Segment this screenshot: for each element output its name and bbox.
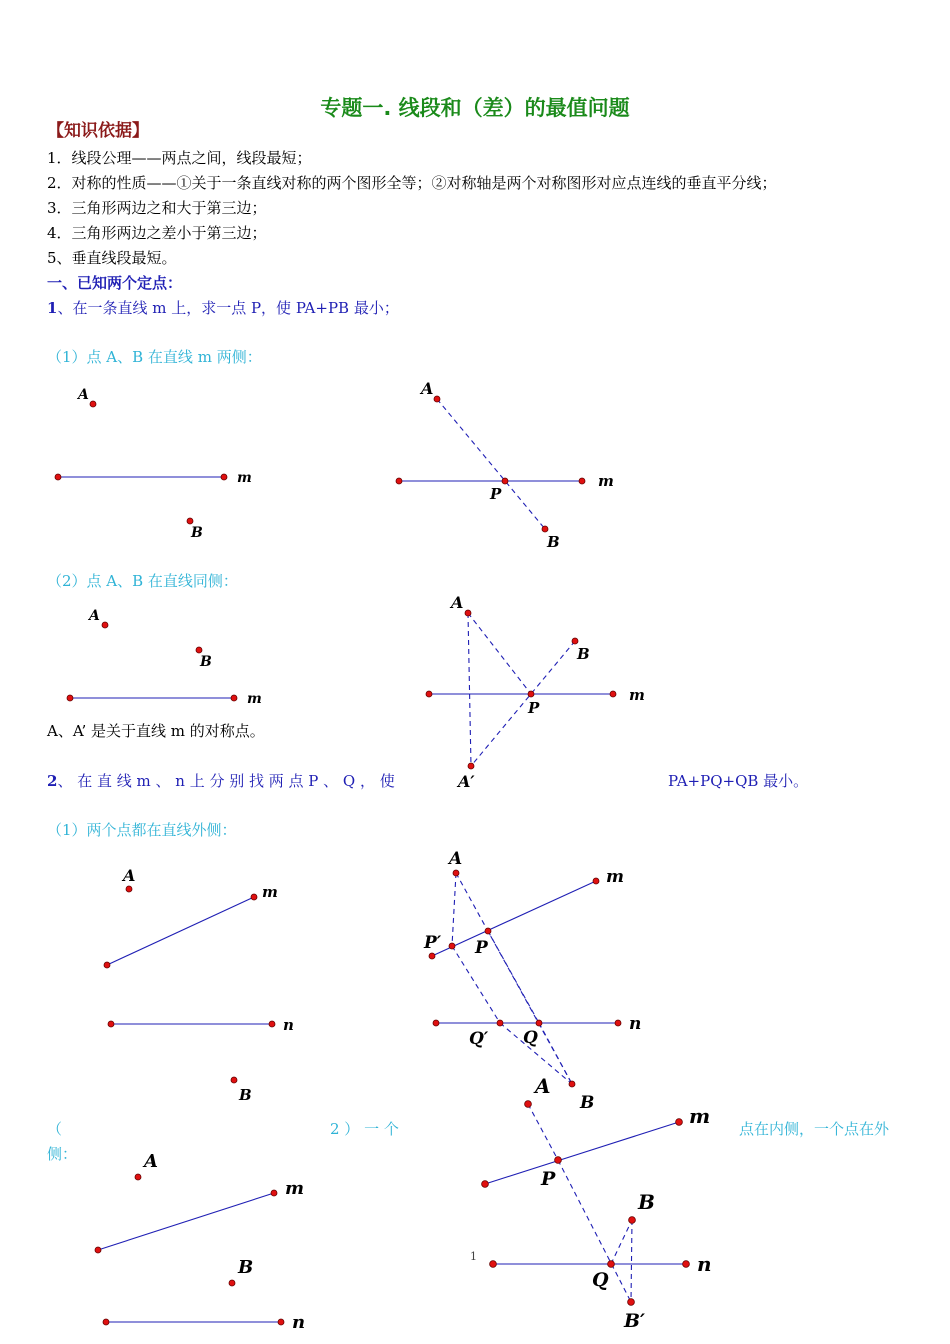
- item-text: 垂直线段最短。: [71, 249, 177, 267]
- label-a-prime: A′: [458, 772, 475, 791]
- section-heading: 一、已知两个定点：: [47, 274, 183, 292]
- label-a: A: [421, 379, 434, 398]
- line-m: [485, 1122, 679, 1184]
- label-a: A: [535, 1074, 551, 1098]
- case-heading: （1）两个点都在直线外侧：: [47, 821, 237, 839]
- item-number: 3．: [47, 199, 72, 217]
- line-endpoint: [278, 1319, 284, 1325]
- point-p: [555, 1157, 562, 1164]
- label-p: P: [490, 485, 502, 503]
- item-text: 线段公理——两点之间，线段最短；: [71, 149, 312, 167]
- item-text: 三角形两边之差小于第三边；: [71, 224, 267, 242]
- line-endpoint: [103, 1319, 109, 1325]
- point-b: [569, 1081, 575, 1087]
- line-endpoint: [490, 1261, 497, 1268]
- page-number: 1: [470, 1250, 477, 1263]
- line-endpoint: [396, 478, 402, 484]
- line-endpoint: [104, 962, 110, 968]
- segment-aa-prime: [468, 613, 471, 766]
- label-a: A: [144, 1151, 158, 1172]
- item-text: 三角形两边之和大于第三边；: [71, 199, 267, 217]
- case-heading-right: 点在内侧，一个点在外: [739, 1120, 890, 1138]
- item-number: 5、: [47, 249, 72, 267]
- label-m: m: [689, 1104, 711, 1128]
- point-q: [536, 1020, 542, 1026]
- label-p: P: [528, 699, 540, 717]
- segment-ab: [437, 399, 545, 529]
- point-a: [135, 1174, 141, 1180]
- label-n: n: [629, 1014, 642, 1034]
- label-p: P: [475, 938, 488, 958]
- label-b: B: [191, 525, 203, 541]
- line-endpoint: [67, 695, 73, 701]
- item-number: 1．: [47, 149, 72, 167]
- label-q: Q: [592, 1269, 609, 1291]
- label-m: m: [629, 686, 645, 704]
- line-m: [432, 881, 596, 956]
- line-endpoint: [95, 1247, 101, 1253]
- line-endpoint: [231, 695, 237, 701]
- point-b: [196, 647, 202, 653]
- label-q: Q: [523, 1028, 538, 1048]
- segment-ba-prime: [471, 641, 575, 766]
- line-endpoint: [433, 1020, 439, 1026]
- label-n: n: [292, 1312, 306, 1333]
- problem-text: 、 在 直 线 m 、 n 上 分 别 找 两 点 P 、 Q ， 使: [57, 772, 395, 790]
- label-n: n: [283, 1016, 294, 1034]
- point-p: [502, 478, 508, 484]
- label-b: B: [239, 1086, 252, 1104]
- point-a: [525, 1101, 532, 1108]
- problem-number: 1: [47, 299, 58, 317]
- label-m: m: [598, 472, 614, 490]
- case-heading-wrap: 侧：: [47, 1145, 78, 1163]
- point-b: [231, 1077, 237, 1083]
- point-a: [465, 610, 471, 616]
- line-endpoint: [55, 474, 61, 480]
- point-q: [608, 1261, 615, 1268]
- line-endpoint: [429, 953, 435, 959]
- label-b: B: [638, 1190, 655, 1214]
- label-a: A: [78, 387, 89, 403]
- label-b: B: [238, 1257, 254, 1278]
- problem-2-tail: PA+PQ+QB 最小。: [668, 772, 809, 790]
- line-endpoint: [221, 474, 227, 480]
- label-b-prime: B′: [624, 1310, 646, 1332]
- label-m: m: [606, 867, 624, 887]
- line-endpoint: [579, 478, 585, 484]
- label-b: B: [580, 1093, 595, 1113]
- item-number: 2．: [47, 174, 72, 192]
- problem-text: 、在一条直线 m 上，求一点 P，使 PA+PB 最小；: [57, 299, 399, 317]
- problem-number: 2: [47, 772, 58, 790]
- point-b: [542, 526, 548, 532]
- line-endpoint: [269, 1021, 275, 1027]
- case-heading-mid: 2 ） 一 个: [330, 1120, 399, 1138]
- case-heading: （2）点 A、B 在直线同侧：: [47, 572, 238, 590]
- label-b: B: [200, 654, 212, 670]
- line-endpoint: [676, 1119, 683, 1126]
- point-b: [187, 518, 193, 524]
- case-heading-open: （: [47, 1120, 63, 1138]
- segment-bb-prime: [631, 1220, 632, 1302]
- line-endpoint: [683, 1261, 690, 1268]
- point-b: [629, 1217, 636, 1224]
- line-endpoint: [593, 878, 599, 884]
- point-a: [126, 886, 132, 892]
- knowledge-heading: 【知识依据】: [47, 121, 149, 141]
- point-a: [102, 622, 108, 628]
- label-m: m: [285, 1178, 305, 1199]
- line-endpoint: [610, 691, 616, 697]
- case-heading: （1）点 A、B 在直线 m 两侧：: [47, 348, 262, 366]
- line-endpoint: [251, 894, 257, 900]
- label-m: m: [237, 470, 252, 486]
- point-p: [485, 928, 491, 934]
- label-m: m: [262, 883, 278, 901]
- line-m: [107, 897, 254, 965]
- label-n: n: [697, 1252, 712, 1276]
- page-title: 专题一. 线段和（差）的最值问题: [320, 96, 630, 120]
- line-endpoint: [615, 1020, 621, 1026]
- line-endpoint: [482, 1181, 489, 1188]
- point-a: [434, 396, 440, 402]
- label-a: A: [449, 849, 463, 869]
- symmetric-note: A、A’ 是关于直线 m 的对称点。: [47, 722, 265, 740]
- point-b: [229, 1280, 235, 1286]
- point-a: [90, 401, 96, 407]
- segment-ap: [528, 1104, 558, 1160]
- label-a: A: [123, 866, 136, 885]
- item-text: 对称的性质——①关于一条直线对称的两个图形全等；②对称轴是两个对称图形对应点连线的垂直平分线；: [71, 174, 777, 192]
- line-m: [98, 1193, 274, 1250]
- point-a: [453, 870, 459, 876]
- label-b: B: [577, 645, 590, 663]
- label-p-prime: P′: [424, 933, 442, 953]
- line-endpoint: [426, 691, 432, 697]
- label-a: A: [89, 608, 100, 624]
- item-number: 4．: [47, 224, 72, 242]
- segment-qb: [611, 1220, 632, 1264]
- label-b: B: [547, 533, 560, 551]
- point-b: [572, 638, 578, 644]
- line-endpoint: [271, 1190, 277, 1196]
- point-p: [528, 691, 534, 697]
- line-endpoint: [108, 1021, 114, 1027]
- label-p: P: [541, 1168, 556, 1190]
- label-m: m: [247, 691, 262, 707]
- label-a: A: [451, 593, 464, 612]
- segment-ap: [468, 613, 531, 694]
- point-b-prime: [628, 1299, 635, 1306]
- segment-ap-prime: [452, 873, 456, 946]
- point-p-prime: [449, 943, 455, 949]
- point-a-prime: [468, 763, 474, 769]
- point-q-prime: [497, 1020, 503, 1026]
- label-q-prime: Q′: [469, 1029, 489, 1049]
